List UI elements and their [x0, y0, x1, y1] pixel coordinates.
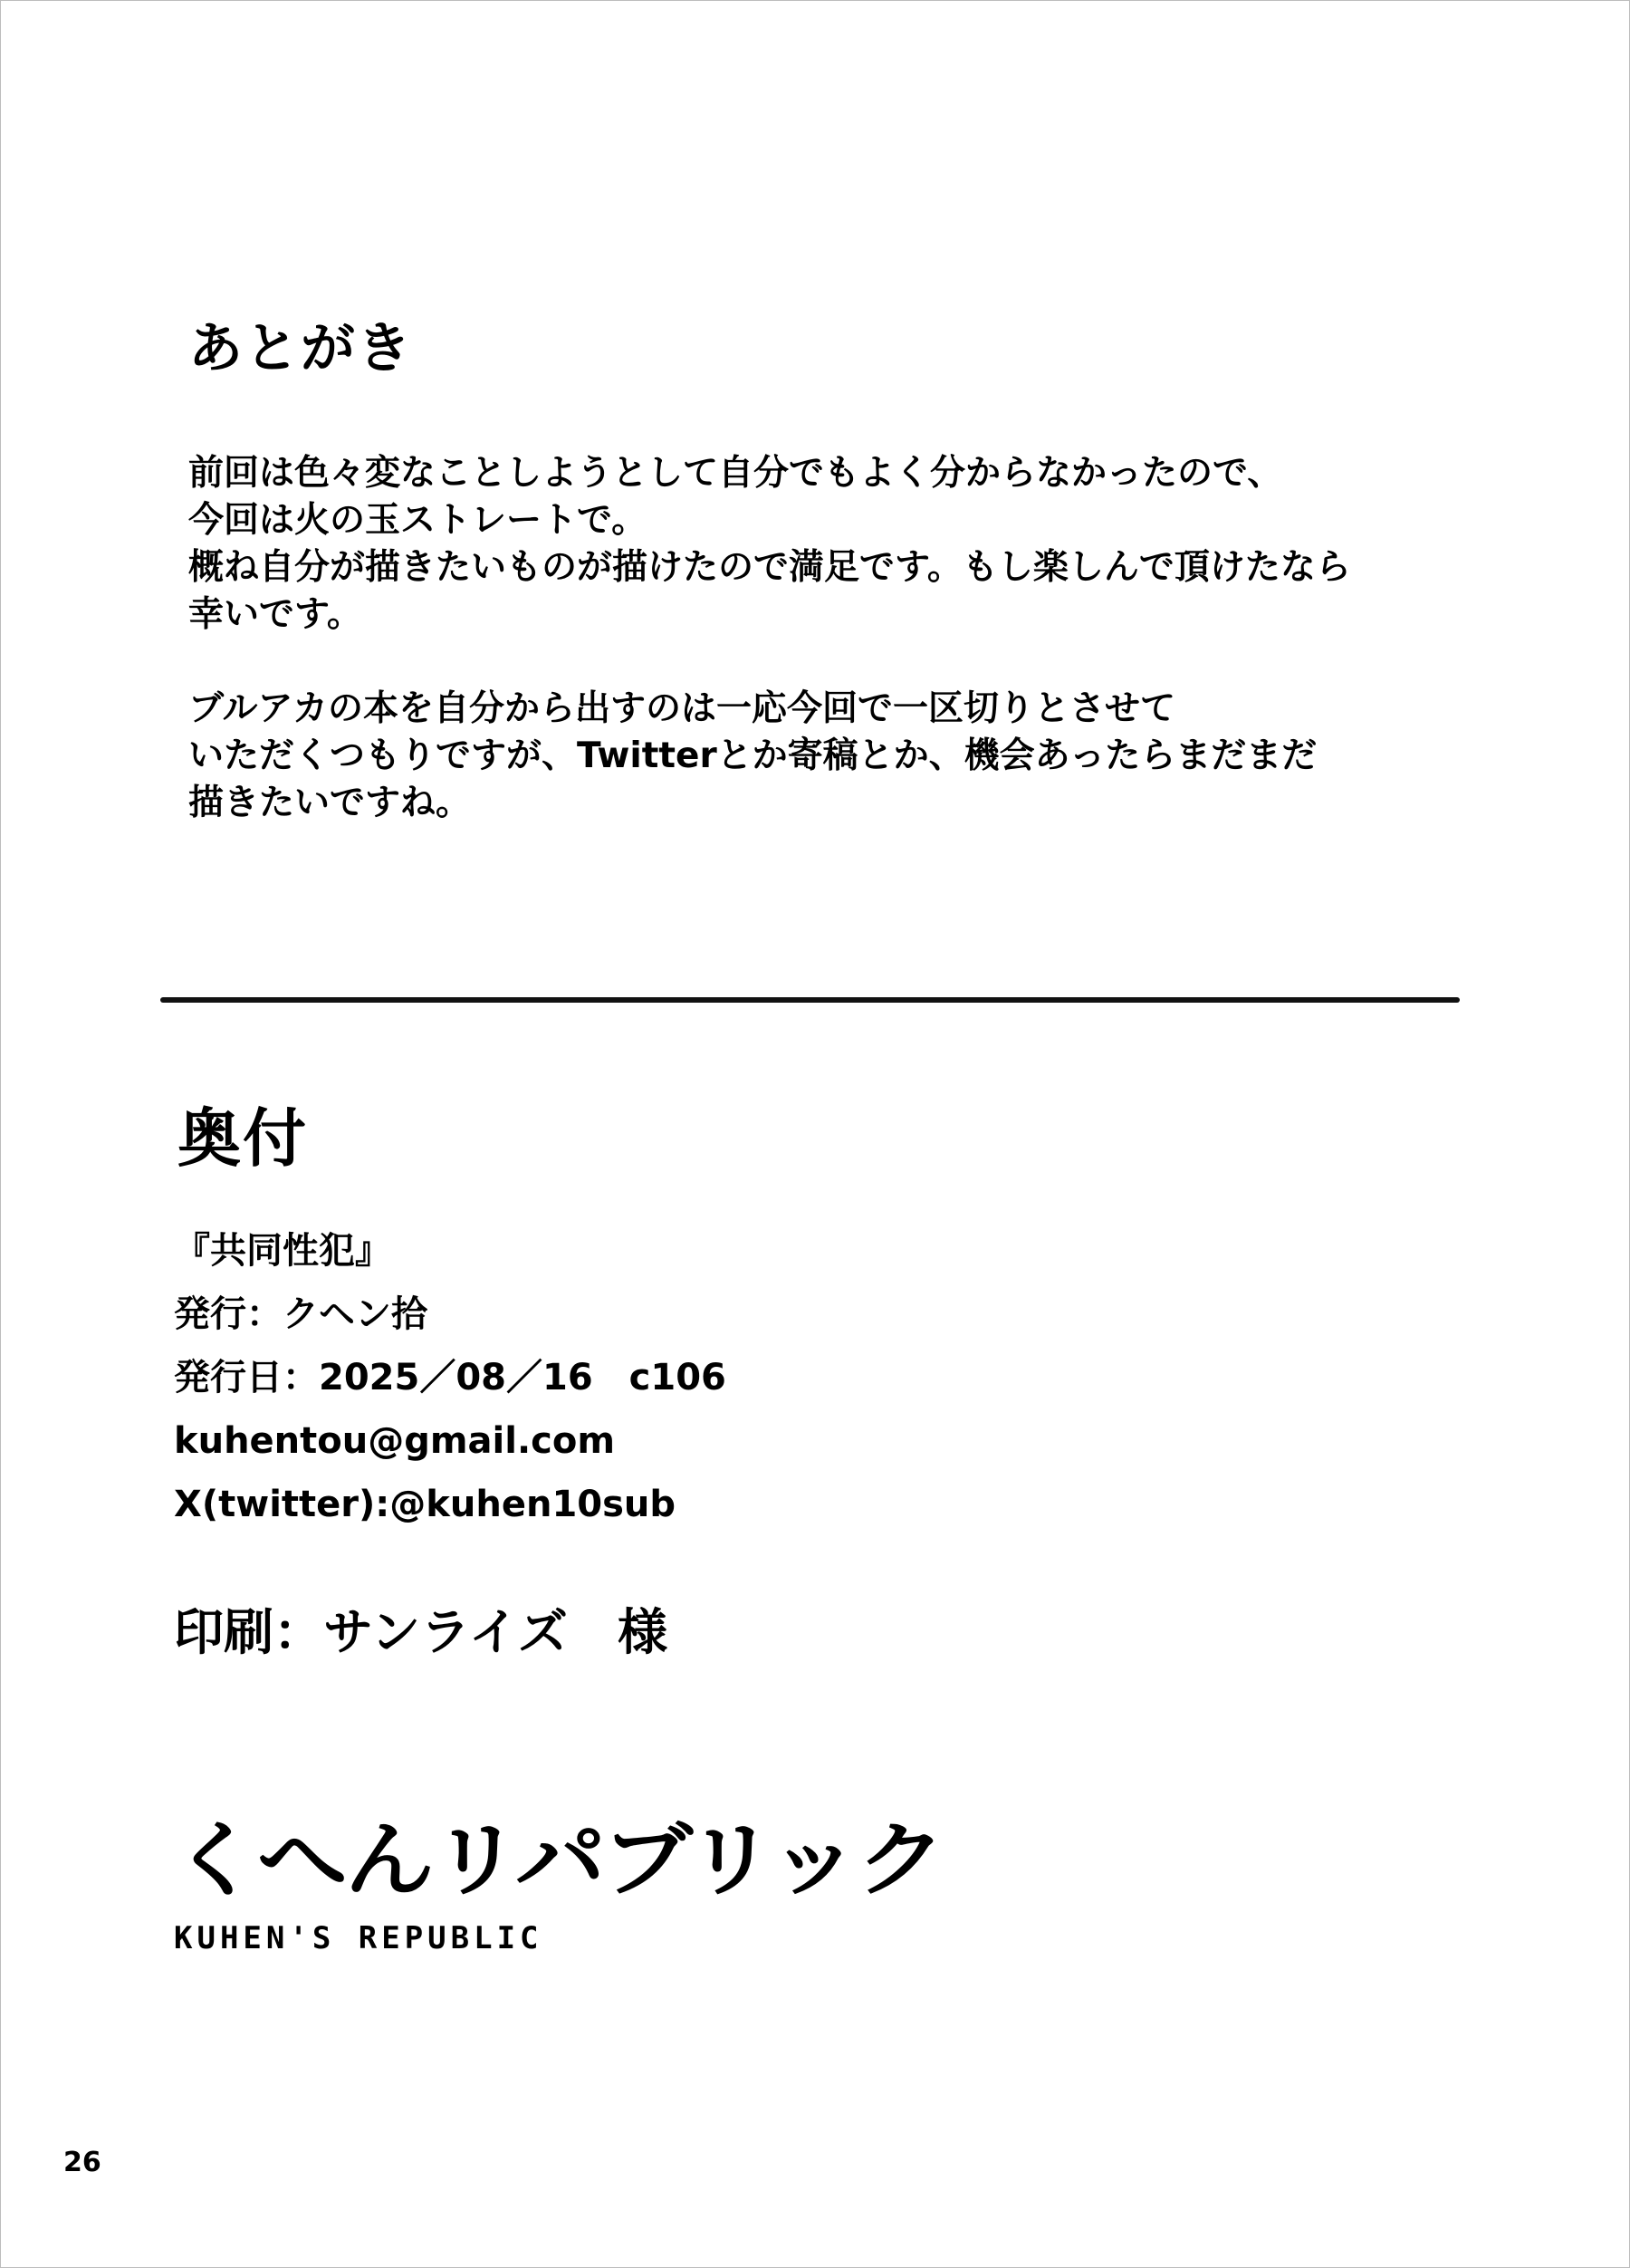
afterword-heading: あとがき: [188, 317, 413, 380]
afterword-line: 概ね自分が描きたいものが描けたので満足です。もし楽しんで頂けたなら: [188, 547, 1351, 588]
logo-japanese-text: くへんリパブリック: [170, 1812, 943, 1908]
afterword-line: 幸いです。: [188, 594, 362, 635]
book-title: 『共同性犯』: [174, 1230, 391, 1272]
publish-date-line: 発行日：2025／08／16 c106: [174, 1357, 726, 1398]
logo-english-text: KUHEN'S REPUBLIC: [174, 1920, 543, 1956]
colophon-heading: 奥付: [177, 1101, 308, 1176]
afterword-body: [188, 450, 1474, 827]
afterword-line: 描きたいですね。: [188, 783, 472, 823]
afterword-line: 前回は色々変なことしようとして自分でもよく分からなかったので、: [188, 453, 1283, 494]
afterword-paragraph-1: [188, 450, 1474, 639]
colophon-details: [174, 1219, 726, 1536]
twitter-handle: X(twitter):@kuhen10sub: [174, 1484, 676, 1525]
publisher-line: 発行：クヘン拾: [174, 1293, 427, 1335]
printer-credit: 印刷：サンライズ 様: [174, 1603, 668, 1661]
afterword-line: いただくつもりですが、Twitterとか寄稿とか、機会あったらまだまだ: [188, 735, 1318, 776]
section-divider: [160, 997, 1460, 1003]
afterword-line: ブルアカの本を自分から出すのは一応今回で一区切りとさせて: [188, 688, 1176, 729]
circle-logo: [170, 1812, 943, 1965]
email-address: kuhentou@gmail.com: [174, 1420, 616, 1462]
afterword-line: 今回は火の玉ストレートで。: [188, 500, 647, 541]
page-number: 26: [63, 2147, 101, 2178]
afterword-paragraph-2: [188, 686, 1474, 827]
